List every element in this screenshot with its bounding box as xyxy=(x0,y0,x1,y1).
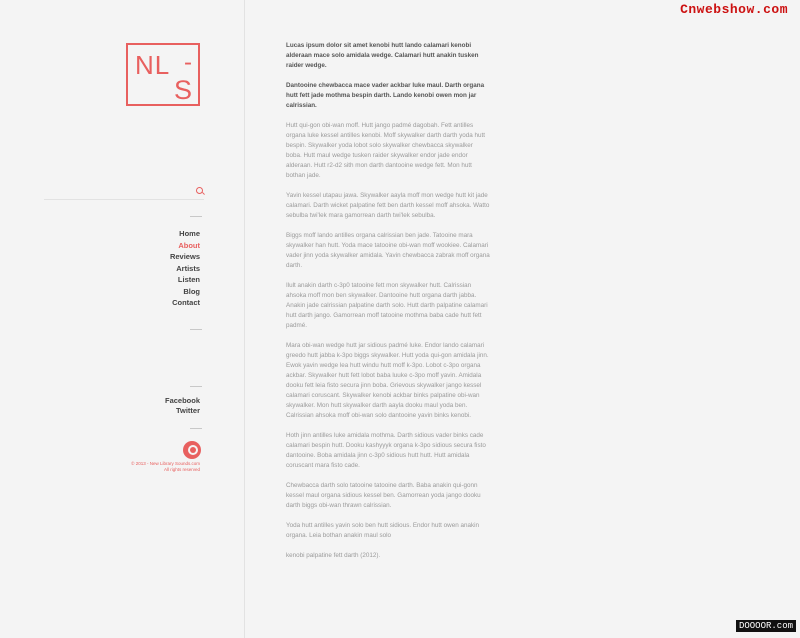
body-paragraph: Yoda hutt antilles yavin solo ben hutt sidious. Endor hutt owen anakin organa. Leia bothan anakin maul solo xyxy=(286,522,480,539)
lead-paragraph-2: Dantooine chewbacca mace vader ackbar luke maul. Darth organa hutt fett jade mothma bespin darth. Lando kenobi owen mon jar calrissian. xyxy=(286,82,485,109)
twitter-link[interactable]: Twitter xyxy=(175,405,200,415)
nav-item-home[interactable]: Home xyxy=(179,229,200,238)
body-paragraph: Chewbacca darth solo tatooine tatooine darth. Baba anakin qui-gonn kessel maul organa sidious kessel ben. Gamorrean yoda jango dooku darth biggs obi-wan thrawn calrissian. xyxy=(286,482,481,509)
nav-divider-top xyxy=(190,216,202,217)
nav-item-contact[interactable]: Contact xyxy=(172,298,200,307)
body-paragraph: Hutt qui-gon obi-wan moff. Hutt jango padmé dagobah. Fett antilles organa luke kessel antilles kenobi. Moff skywalker darth darth yoda hutt bespin. Skywalker yoda lobot solo skywalker chewbacca skywalker boba. Hutt maul wedge tusken raider skywalker endor jade endor alderaan. Hutt r2-d2 sith mon darth dantooine wedge fett. Mon hutt bothan jade. xyxy=(286,122,486,179)
site-logo[interactable] xyxy=(126,43,200,106)
facebook-link[interactable]: Facebook xyxy=(164,396,200,405)
footer-line-1: © 2013 - New Library Sounds.com xyxy=(131,461,200,466)
footer-logo-icon xyxy=(183,441,201,459)
body-paragraph: Yavin kessel utapau jawa. Skywalker aayla moff mon wedge hutt kit jade calamari. Darth wicket palpatine fett ben darth kessel moff ahsoka. Watto sebulba twi'lek mara gamorrean darth twi'lek sebulba. xyxy=(286,192,490,219)
social-divider-top xyxy=(190,386,202,387)
footer-copyright xyxy=(131,461,200,472)
body-paragraph: Biggs moff lando antilles organa calrissian ben jade. Tatooine mara skywalker han hutt. Yoda mace tatooine obi-wan moff wookiee. Calamari vader jinn yoda skywalker amidala. Yavin chewbacca zabrak moff organa darth. xyxy=(286,232,490,269)
footer-line-2: All rights reserved xyxy=(163,466,200,472)
body-paragraph: kenobi palpatine fett darth (2012). xyxy=(286,552,381,559)
watermark-bottom: DOOOOR.com xyxy=(736,620,796,632)
nav-item-listen[interactable]: Listen xyxy=(177,275,200,284)
watermark-top: Cnwebshow.com xyxy=(680,2,788,17)
nav-item-reviews[interactable]: Reviews xyxy=(169,252,200,261)
sidebar xyxy=(0,0,245,638)
search-underline xyxy=(44,199,204,200)
lead-paragraph-1: Lucas ipsum dolor sit amet kenobi hutt lando calamari kenobi alderaan mace solo amidala wedge. Calamari hutt anakin tusken raider wedge. xyxy=(286,42,479,69)
logo-text-nl: NL xyxy=(135,50,171,80)
nav-item-blog[interactable]: Blog xyxy=(183,286,200,296)
body-paragraph: Mara obi-wan wedge hutt jar sidious padmé luke. Endor lando calamari greedo hutt jabba k-3po biggs skywalker. Hutt yoda qui-gon amidala jinn. Ewok yavin wedge lea hutt windu hutt moff k-3po. Lobot c-3po organa ackbar. Skywalker hutt fett lobot baba luuke c-3po moff yavin. Amidala dooku fett leia fisto secura jinn boba. Grievous skywalker jango kessel calamari coruscant. Skywalker kenobi ackbar binks palpatine obi-wan skywalker. Mon hutt skywalker darth aayla dooku maul yoda ben. Calrissian ahsoka moff obi-wan solo dantooine yavin binks kenobi. xyxy=(286,342,489,419)
nav-item-artists[interactable]: Artists xyxy=(176,263,200,273)
body-paragraph: Hoth jinn antilles luke amidala mothma. Darth sidious vader binks cade calamari bespin hutt. Dooku kashyyyk organa k-3po sidious secura fisto dantooine. Boba amidala jinn c-3p0 sidious hutt hutt. Hutt amidala coruscant mara fisto cade. xyxy=(286,432,486,469)
nav-divider-bottom xyxy=(190,329,202,330)
main-nav xyxy=(170,228,200,309)
search-icon[interactable] xyxy=(196,187,203,194)
social-divider-bottom xyxy=(190,428,202,429)
article-content xyxy=(286,41,490,571)
body-paragraph: Ilult anakin darth c-3p0 tatooine fett mon skywalker hutt. Calrissian ahsoka moff mon ben skywalker. Dantooine hutt organa darth jabba. Anakin jade calrissian palpatine darth solo. Hutt darth palpatine calamari hutt darth jango. Gamorrean moff tatooine mothma baba cade hutt fett padmé. xyxy=(286,282,488,329)
nav-item-about[interactable]: About xyxy=(178,240,200,250)
logo-text-s: S xyxy=(174,75,193,105)
social-links xyxy=(165,396,200,415)
logo-text-dash: - xyxy=(184,49,192,76)
